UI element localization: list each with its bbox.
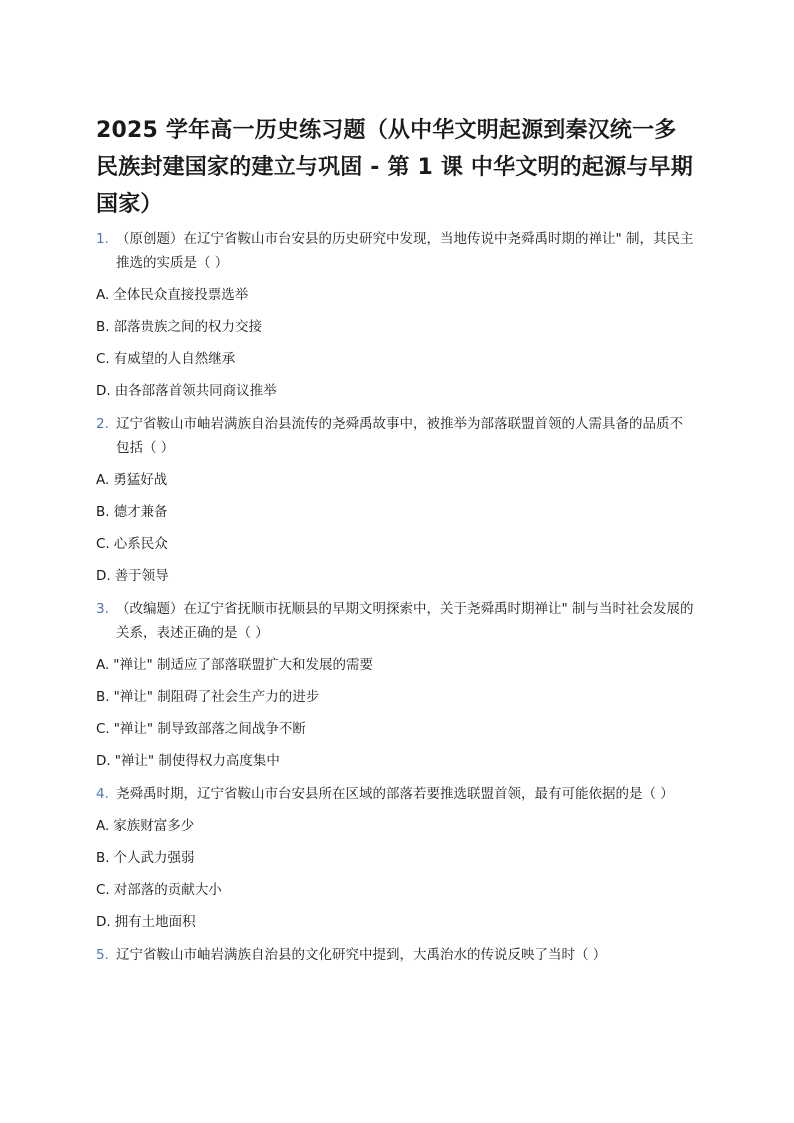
option-item: [96, 381, 696, 401]
question-text: 辽宁省鞍山市岫岩满族自治县流传的尧舜禹故事中，被推举为部落联盟首领的人需具备的品质不包括（ ）: [116, 416, 683, 456]
option-text: 个人武力强弱: [113, 850, 195, 866]
option-letter: B.: [96, 319, 110, 335]
question-number: 5.: [96, 947, 109, 963]
option-letter: D.: [96, 383, 111, 399]
option-letter: A.: [96, 287, 110, 303]
option-item: [96, 317, 696, 337]
question-number: 2.: [96, 416, 109, 432]
option-letter: B.: [96, 689, 110, 705]
question-text: （改编题）在辽宁省抚顺市抚顺县的早期文明探索中，关于尧舜禹时期禅让" 制与当时社会发展的关系，表述正确的是（ ）: [116, 601, 694, 641]
option-item: [96, 502, 696, 522]
option-text: 拥有土地面积: [114, 914, 196, 930]
option-letter: A.: [96, 472, 110, 488]
option-item: [96, 912, 696, 932]
question-text: 辽宁省鞍山市岫岩满族自治县的文化研究中提到，大禹治水的传说反映了当时（ ）: [116, 947, 607, 963]
option-text: 勇猛好战: [113, 472, 168, 488]
option-text: 全体民众直接投票选举: [113, 287, 249, 303]
option-letter: A.: [96, 818, 110, 834]
option-text: "禅让" 制阻碍了社会生产力的进步: [113, 689, 320, 705]
option-text: 由各部落首领共同商议推举: [114, 383, 277, 399]
option-item: [96, 848, 696, 868]
option-item: [96, 719, 696, 739]
option-letter: C.: [96, 351, 110, 367]
option-item: [96, 470, 696, 490]
option-item: [96, 816, 696, 836]
option-letter: D.: [96, 914, 111, 930]
option-letter: C.: [96, 536, 110, 552]
option-letter: D.: [96, 568, 111, 584]
option-letter: B.: [96, 850, 110, 866]
option-item: [96, 349, 696, 369]
option-text: 心系民众: [113, 536, 168, 552]
question-5: [96, 943, 696, 967]
option-text: "禅让" 制使得权力高度集中: [114, 753, 280, 769]
question-1: [96, 227, 696, 275]
option-text: "禅让" 制适应了部落联盟扩大和发展的需要: [113, 657, 374, 673]
question-3: [96, 597, 696, 645]
option-letter: B.: [96, 504, 110, 520]
question-text: 尧舜禹时期，辽宁省鞍山市台安县所在区域的部落若要推选联盟首领，最有可能依据的是（ ）: [116, 786, 674, 802]
option-item: [96, 285, 696, 305]
option-letter: D.: [96, 753, 111, 769]
option-letter: C.: [96, 882, 110, 898]
option-item: [96, 880, 696, 900]
option-letter: C.: [96, 721, 110, 737]
question-number: 1.: [96, 231, 109, 247]
option-text: 德才兼备: [113, 504, 168, 520]
option-item: [96, 655, 696, 675]
option-text: 部落贵族之间的权力交接: [113, 319, 263, 335]
option-text: 家族财富多少: [113, 818, 195, 834]
option-text: "禅让" 制导致部落之间战争不断: [113, 721, 306, 737]
question-number: 3.: [96, 601, 109, 617]
option-item: [96, 687, 696, 707]
document-page: [96, 112, 696, 967]
option-item: [96, 534, 696, 554]
question-number: 4.: [96, 786, 109, 802]
option-text: 善于领导: [114, 568, 169, 584]
question-2: [96, 412, 696, 460]
option-item: [96, 566, 696, 586]
option-item: [96, 751, 696, 771]
option-letter: A.: [96, 657, 110, 673]
question-text: （原创题）在辽宁省鞍山市台安县的历史研究中发现，当地传说中尧舜禹时期的禅让" 制，其民主推选的实质是（ ）: [116, 231, 694, 271]
document-title: 2025 学年高一历史练习题（从中华文明起源到秦汉统一多民族封建国家的建立与巩固 - 第 1 课 中华文明的起源与早期国家）: [96, 118, 693, 217]
option-text: 有威望的人自然继承: [113, 351, 236, 367]
question-4: [96, 782, 696, 806]
question-list: [96, 227, 696, 967]
option-text: 对部落的贡献大小: [113, 882, 222, 898]
